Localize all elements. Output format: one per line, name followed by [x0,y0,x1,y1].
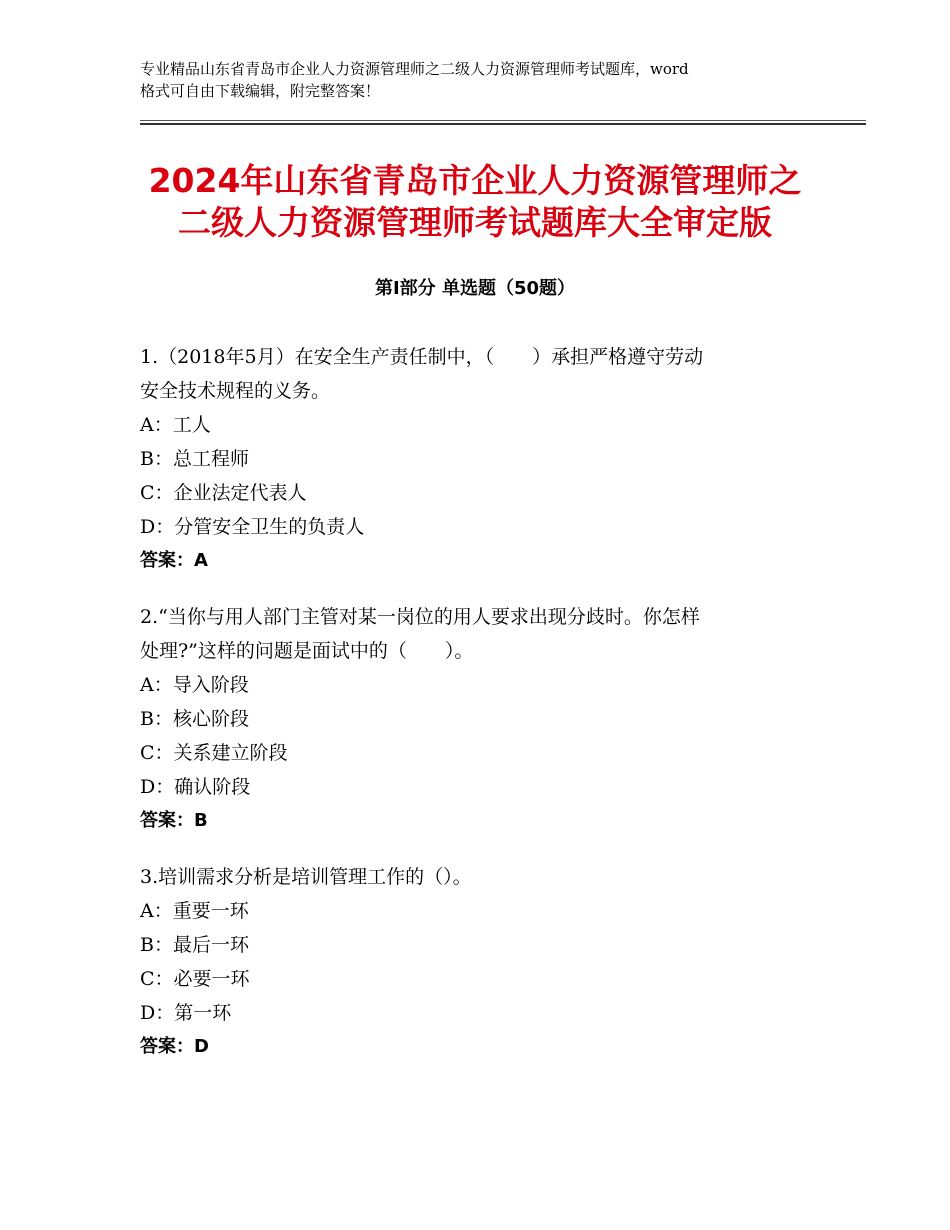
question-stem-line: 1.（2018年5月）在安全生产责任制中，（ ）承担严格遵守劳动 [140,346,704,368]
option-c: C：关系建立阶段 [140,742,288,764]
question-2 [140,600,810,838]
header-note-line-1: 专业精品山东省青岛市企业人力资源管理师之二级人力资源管理师考试题库，word [140,60,689,78]
answer-label: 答案：A [140,550,208,571]
option-b: B：总工程师 [140,448,249,470]
header-divider-thick [140,123,866,125]
question-list [140,340,810,1086]
option-a: A：重要一环 [140,900,249,922]
section-heading: 第Ⅰ部分 单选题（50题） [374,278,575,299]
option-a: A：导入阶段 [140,674,249,696]
question-stem-line: 处理?”这样的问题是面试中的（ ）。 [140,640,474,662]
option-b: B：核心阶段 [140,708,249,730]
option-c: C：必要一环 [140,968,250,990]
answer-label: 答案：B [140,810,208,831]
document-title-line-2: 二级人力资源管理师考试题库大全审定版 [178,203,772,242]
question-1 [140,340,810,578]
option-d: D：分管安全卫生的负责人 [140,516,365,538]
option-b: B：最后一环 [140,934,249,956]
option-d: D：第一环 [140,1002,232,1024]
document-title [60,160,890,244]
option-d: D：确认阶段 [140,776,251,798]
question-stem-line: 3.培训需求分析是培训管理工作的（）。 [140,866,472,888]
option-a: A：工人 [140,414,211,436]
header-divider-thin [140,120,866,121]
question-stem-line: 安全技术规程的义务。 [140,380,331,402]
document-title-line-1: 2024年山东省青岛市企业人力资源管理师之 [148,161,802,200]
option-c: C：企业法定代表人 [140,482,307,504]
question-3 [140,860,810,1064]
header-note [140,58,830,102]
question-stem-line: 2.“当你与用人部门主管对某一岗位的用人要求出现分歧时。你怎样 [140,606,700,628]
header-note-line-2: 格式可自由下载编辑，附完整答案！ [140,82,381,100]
answer-label: 答案：D [140,1036,209,1057]
